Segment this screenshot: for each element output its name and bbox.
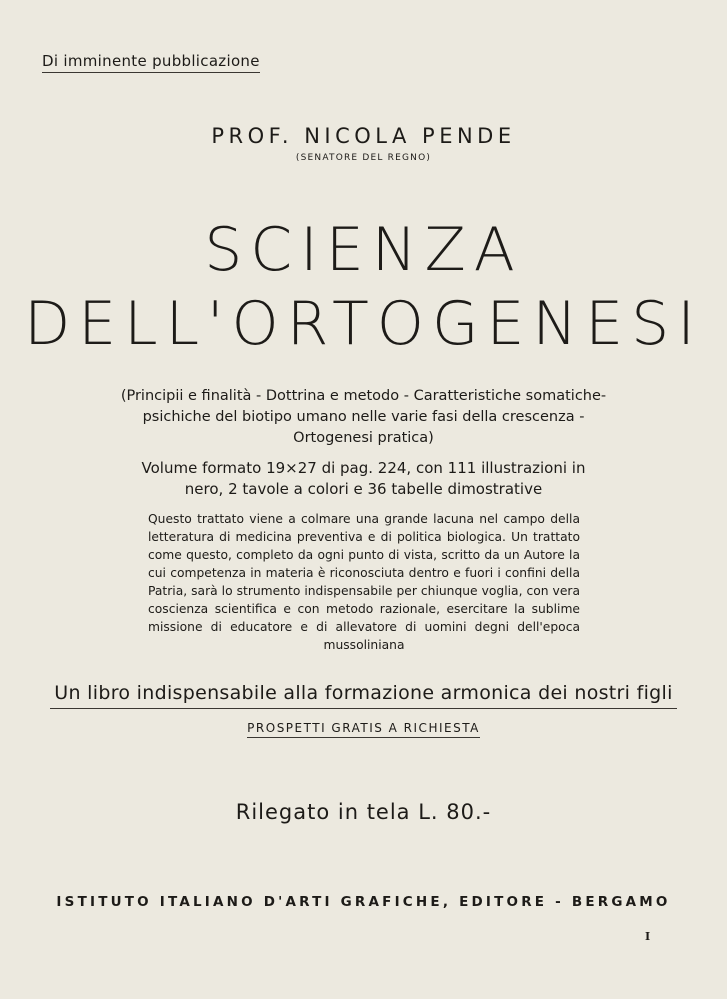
slogan-block [0,682,727,709]
book-title-line1: SCIENZA [204,215,523,285]
kicker-label: Di imminente pubblicazione [42,52,260,73]
volume-info: Volume formato 19×27 di pag. 224, con 111 illustrazioni in nero, 2 tavole a colori e 36 tabelle dimostrative [141,459,586,498]
publisher-line: ISTITUTO ITALIANO D'ARTI GRAFICHE, EDITORE - BERGAMO [56,894,671,910]
book-title-line2: DELL'ORTOGENESI [24,289,703,359]
price-label: Rilegato in tela L. 80.- [235,800,492,824]
author-title: (SENATORE DEL REGNO) [295,153,432,163]
prospectus-block [0,717,727,738]
page-number: I [645,930,651,943]
book-subtitle: (Principii e finalità - Dottrina e metodo - Caratteristiche somatiche-psichiche del biotipo umano nelle varie fasi della crescenza - Ortogenesi pratica) [120,388,607,446]
slogan: Un libro indispensabile alla formazione armonica dei nostri figli [50,682,676,709]
author-name: PROF. NICOLA PENDE [211,124,516,148]
book-description: Questo trattato viene a colmare una grande lacuna nel campo della letteratura di medicina preventiva e di politica biologica. Un trattato come questo, completo da ogni punto di vista, scritto da un Autore la cui competenza in materia è riconosciuta dentro e fuori i confini della Patria, sarà lo strumento indispensabile per chiunque voglia, con vera coscienza scientifica e con metodo razionale, esercitare la sublime missione di educatore e di allevatore di uomini degni dell'epoca mussoliniana [148,512,580,652]
prospectus-note: PROSPETTI GRATIS A RICHIESTA [247,721,480,738]
